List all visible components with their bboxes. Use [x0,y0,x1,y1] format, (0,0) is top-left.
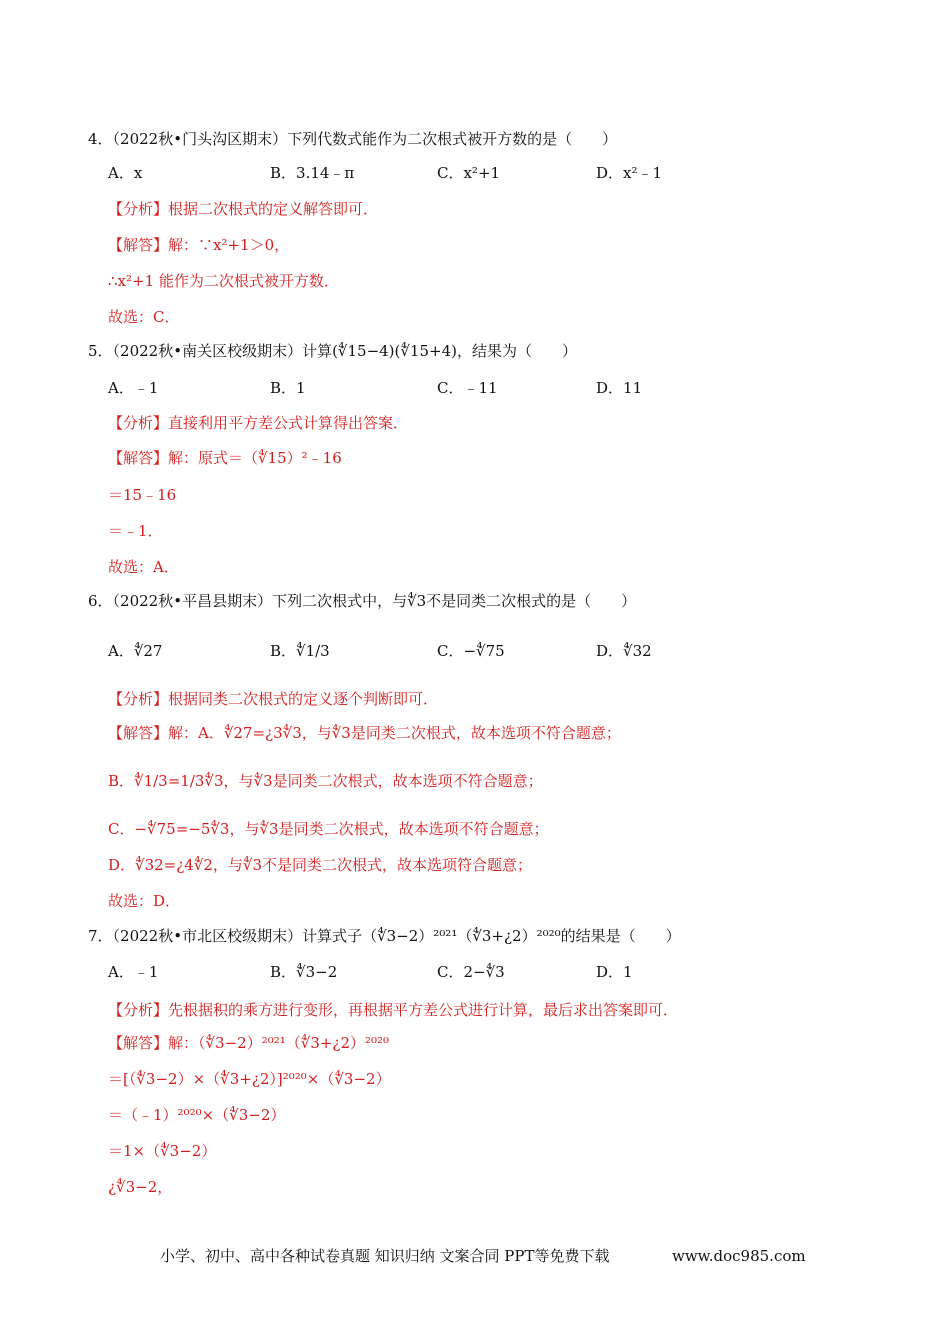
q7-option-b: B．∜3−2 [270,963,338,981]
q4-solution-1: 【解答】解：∵x²+1＞0， [108,236,290,254]
q5-solution-4: 故选：A． [108,558,179,576]
q6-solution-4: D．∜32=¿4∜2，与∜3不是同类二次根式，故本选项符合题意； [108,856,533,874]
q5-question: 5．（2022秋•南关区校级期末）计算(∜15−4)(∜15+4)，结果为（ ） [88,342,577,360]
q4-option-b: B．3.14﹣π [270,164,355,182]
footer-link[interactable]: www.doc985.com [672,1247,806,1265]
q6-solution-5: 故选：D． [108,892,181,910]
q4-option-d: D．x²﹣1 [596,164,663,182]
q7-option-c: C．2−∜3 [437,963,505,981]
q7-solution-1: 【解答】解：（∜3−2）²⁰²¹（∜3+¿2）²⁰²⁰ [108,1034,390,1052]
q5-option-b: B．1 [270,379,306,397]
q4-analysis: 【分析】根据二次根式的定义解答即可． [108,200,379,218]
q4-option-c: C．x²+1 [437,164,501,182]
q6-solution-1: 【解答】解：A．∜27=¿3∜3，与∜3是同类二次根式，故本选项不符合题意； [108,724,621,742]
footer-text: 小学、初中、高中各种试卷真题 知识归纳 文案合同 PPT等免费下载 [160,1247,610,1265]
q7-question: 7．（2022秋•市北区校级期末）计算式子（∜3−2）²⁰²¹（∜3+¿2）²⁰²⁰的结果是（ ） [88,927,681,945]
q7-solution-4: ＝1×（∜3−2） [108,1142,217,1160]
q5-solution-3: ＝﹣1． [108,522,163,540]
q6-option-b: B．∜1/3 [270,642,330,660]
q6-option-d: D．∜32 [596,642,652,660]
q6-analysis: 【分析】根据同类二次根式的定义逐个判断即可． [108,690,439,708]
q5-analysis: 【分析】直接利用平方差公式计算得出答案． [108,414,409,432]
q7-option-d: D．1 [596,963,633,981]
q7-analysis: 【分析】先根据积的乘方进行变形，再根据平方差公式进行计算，最后求出答案即可． [108,1001,679,1019]
q7-solution-3: ＝（﹣1）²⁰²⁰×（∜3−2） [108,1106,286,1124]
q7-solution-5: ¿∜3−2， [108,1178,173,1196]
q6-solution-2: B．∜1/3=1/3∜3，与∜3是同类二次根式，故本选项不符合题意； [108,772,543,790]
q6-question: 6．（2022秋•平昌县期末）下列二次根式中，与∜3不是同类二次根式的是（ ） [88,592,637,610]
q4-question: 4．（2022秋•门头沟区期末）下列代数式能作为二次根式被开方数的是（ ） [88,130,618,148]
q5-option-d: D．11 [596,379,643,397]
q7-solution-2: ＝[（∜3−2）×（∜3+¿2）]²⁰²⁰×（∜3−2） [108,1070,391,1088]
q6-solution-3: C．−∜75=−5∜3，与∜3是同类二次根式，故本选项不符合题意； [108,820,549,838]
q6-option-a: A．∜27 [108,642,163,660]
q4-solution-2: ∴x²+1 能作为二次根式被开方数． [108,272,339,290]
q4-solution-3: 故选：C． [108,308,180,326]
q5-solution-1: 【解答】解：原式＝（∜15）²﹣16 [108,449,342,467]
q5-option-c: C．﹣11 [437,379,498,397]
q7-option-a: A．﹣1 [108,963,159,981]
q5-solution-2: ＝15﹣16 [108,486,177,504]
q6-option-c: C．−∜75 [437,642,505,660]
q5-option-a: A．﹣1 [108,379,159,397]
q4-option-a: A．x [108,164,143,182]
